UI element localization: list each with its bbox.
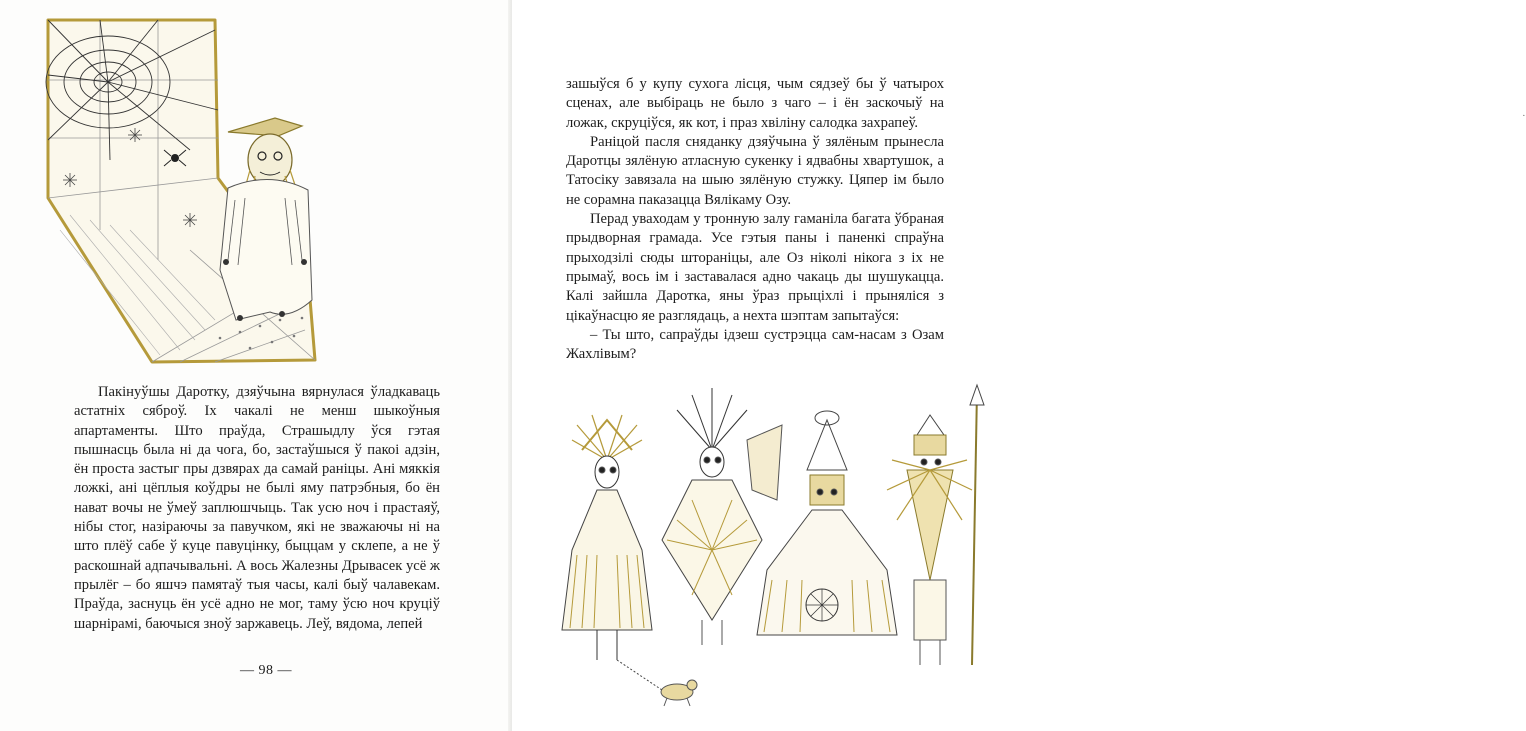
courtier-lady-left — [562, 415, 652, 660]
courtier-guard — [887, 385, 984, 665]
right-page-text — [566, 75, 944, 364]
right-paragraph-4: – Ты што, сапраўды ідзеш сустрэцца сам-насам з Озам Жахлівым? — [566, 326, 944, 363]
left-paragraph-1: Пакінуўшы Даротку, дзяўчына вярнулася ўладкаваць астатніх сяброў. Іх чакалі не менш шыкоўныя апартаменты. Што праўда, Страшыдлу ўся гэтая пышнасць была ні да чога, бо, застаўшыся ў пакоі адзін, ён проста застыг пры дзвярах да самай раніцы. Ані мяккія ложкі, ані цёплыя коўдры не былі яму патрэбныя, бо ён нават вочы не ўмеў заплюшчыць. Так усю ноч і прастаяў, нібы стог, назіраючы за павучком, які не зважаючы ні на што плёў сабе ў куце павуцінку, быццам у склепе, а не ў раскошнай адпачывальні. А вось Жалезны Дрывасек усё ж прылёг – бо яшчэ памятаў тыя часы, калі быў чалавекам. Праўда, заснуць ён усё адно не мог, таму ўсю ноч круціў шарнірамі, баючыся зноў заржавець. Леў, вядома, лепей — [74, 384, 440, 632]
dog-figure — [617, 660, 697, 706]
page-edge-mark: · — [1522, 110, 1526, 122]
right-paragraph-1: зашыўся б у купу сухога лісця, чым сядзеў бы ў чатырох сценах, але выбіраць не было з чаго – і ён заскочыў на ложак, скруціўся, як кот, і праз хвіліну салодка захрапеў. — [566, 76, 944, 131]
right-paragraph-3: Перад уваходам у тронную залу гаманіла багата ўбраная прыдворная грамада. Усе гэтыя паны і паненкі спраўна прыходзілі сюды штораніцы, але Оз ніколі нікога з іх не прымаў, вось ім і заставалася адно чакаць ды шушукацца. Калі зайшла Даротка, яны ўраз прыціхлі і прыняліся з цікаўнасцю яе разглядаць, а нехта шэптам запытаўся: — [566, 211, 944, 324]
courtiers-illustration — [552, 380, 997, 710]
left-page-text — [74, 383, 440, 634]
right-paragraph-2: Раніцой пасля сняданку дзяўчына ў зялёным прынесла Даротцы зялёную атласную сукенку і ядвабны хвартушок, а Татосіку завязала на шыю зялёную стужку. Цяпер ім было не сорамна паказацца Вялікаму Озу. — [566, 133, 944, 208]
scarecrow-figure — [220, 118, 312, 321]
scarecrow-illustration — [40, 20, 330, 365]
page-number: — 98 — — [240, 663, 292, 678]
left-page — [0, 0, 512, 731]
